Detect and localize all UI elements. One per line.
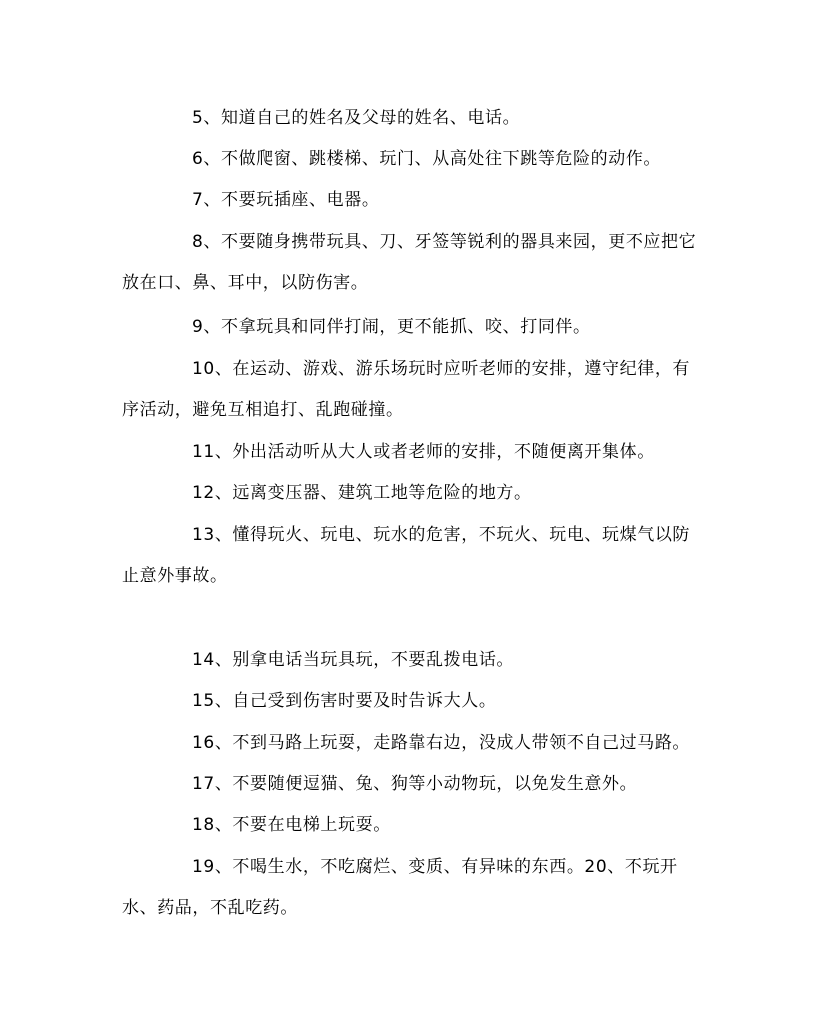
rule-item-18: 18、不要在电梯上玩耍。 [192, 815, 391, 835]
rule-item-16: 16、不到马路上玩耍，走路靠右边，没成人带领不自己过马路。 [192, 733, 691, 753]
rule-item-17: 17、不要随便逗猫、兔、狗等小动物玩，以免发生意外。 [192, 774, 638, 794]
rule-item-8: 8、不要随身携带玩具、刀、牙签等锐利的器具来园，更不应把它放在口、鼻、耳中，以防伤害。 [122, 232, 697, 293]
rule-item-10: 10、在运动、游戏、游乐场玩时应听老师的安排，遵守纪律，有序活动，避免互相追打、乱跑碰撞。 [122, 359, 691, 420]
rule-item-6: 6、不做爬窗、跳楼梯、玩门、从高处往下跳等危险的动作。 [192, 149, 662, 169]
rule-item-12: 12、远离变压器、建筑工地等危险的地方。 [192, 483, 532, 503]
rule-item-15: 15、自己受到伤害时要及时告诉大人。 [192, 691, 497, 711]
rule-item-19-20: 19、不喝生水，不吃腐烂、变质、有异味的东西。20、不玩开水、药品，不乱吃药。 [122, 857, 678, 918]
rule-item-7: 7、不要玩插座、电器。 [192, 190, 380, 210]
rule-item-5: 5、知道自己的姓名及父母的姓名、电话。 [192, 108, 521, 128]
rule-item-9: 9、不拿玩具和同伴打闹，更不能抓、咬、打同伴。 [192, 317, 591, 337]
rule-item-14: 14、别拿电话当玩具玩，不要乱拨电话。 [192, 650, 515, 670]
rule-item-13: 13、懂得玩火、玩电、玩水的危害，不玩火、玩电、玩煤气以防止意外事故。 [122, 525, 691, 586]
rule-item-11: 11、外出活动听从大人或者老师的安排，不随便离开集体。 [192, 442, 655, 462]
